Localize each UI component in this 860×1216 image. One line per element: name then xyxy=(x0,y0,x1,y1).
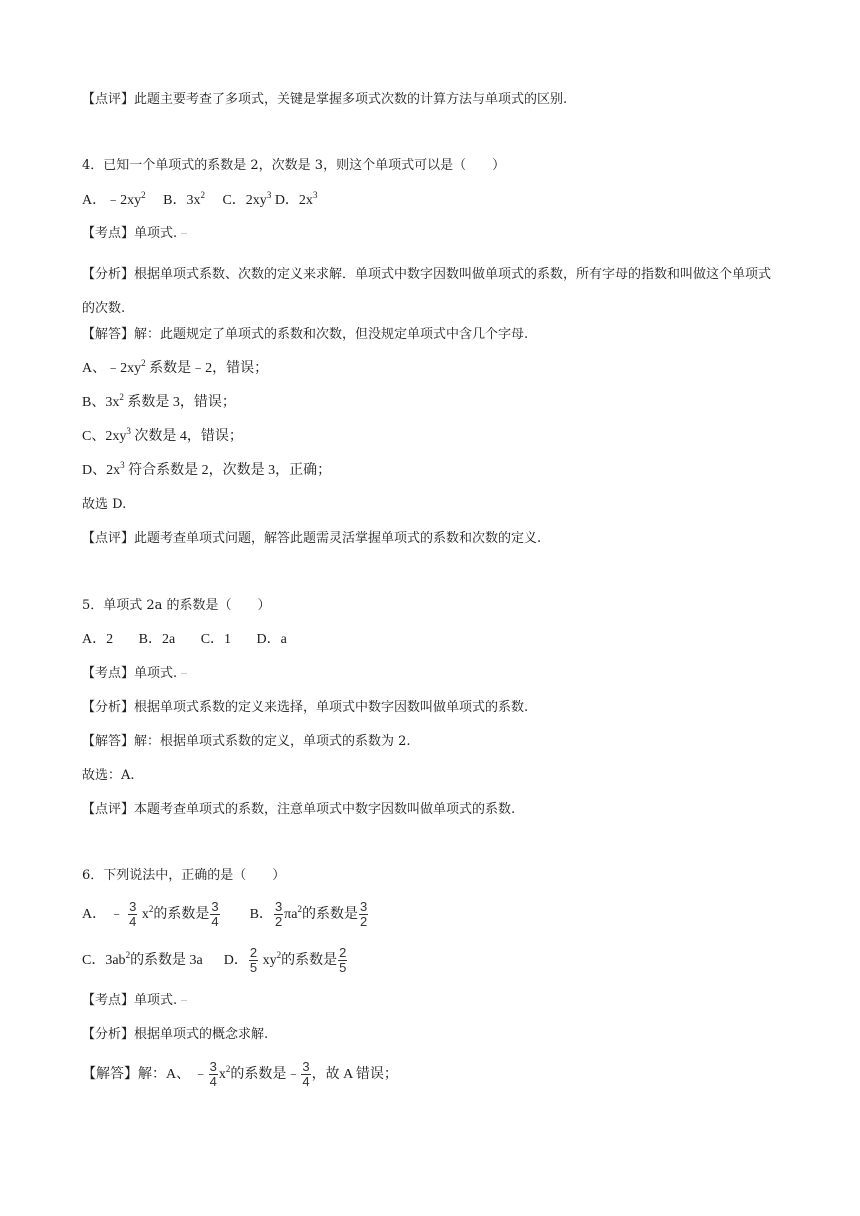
q6-options-ab xyxy=(82,900,369,930)
q4-option-a: A．$﹣2xy^2$ xyxy=(82,190,146,208)
q4-analysis: 【分析】根据单项式系数、次数的定义来求解．单项式中数字因数叫做单项式的系数，所有字母的指数和叫做这个单项式的次数. xyxy=(82,267,772,316)
q6-option-d: D． $\frac{2}{5}$ $xy^2$的系数是 $\frac{2}{5}$ xyxy=(223,945,347,976)
q6-answer: 【解答】解：A、 ﹣ $\frac{3}{4}$ $x^2$的系数是﹣ $\frac{3}{4}$ ，故 A 错误； xyxy=(82,1059,398,1090)
fraction-two-fifths: $\frac{2}{5}$ xyxy=(249,945,258,976)
q5-option-b: B．2a xyxy=(138,632,176,647)
q4-answer: 【解答】解：此题规定了单项式的系数和次数，但没规定单项式中含几个字母. xyxy=(82,327,529,342)
q6-kaodian: 【考点】单项式. xyxy=(82,991,187,1011)
q5-question: 5．单项式 2a 的系数是（ ） xyxy=(82,598,271,613)
q4-question: 4．已知一个单项式的系数是 2，次数是 3，则这个单项式可以是（ ） xyxy=(82,158,506,173)
fraction-two-fifths: $\frac{2}{5}$ xyxy=(339,945,347,976)
q4-option-b: B．$3x^2$ xyxy=(163,190,205,208)
q4-options xyxy=(82,191,317,211)
q5-option-c: C．1 xyxy=(200,632,232,647)
fraction-three-quarters: $\frac{3}{4}$ xyxy=(209,1059,217,1090)
q5-conclusion: 故选：A. xyxy=(82,768,135,783)
q3-review: 【点评】此题主要考查了多项式，关键是掌握多项式次数的计算方法与单项式的区别. xyxy=(82,92,568,107)
q5-analysis: 【分析】根据单项式系数的定义来选择，单项式中数字因数叫做单项式的系数. xyxy=(82,700,529,715)
q4-option-c: C．$2xy^3$ xyxy=(222,190,272,208)
q5-review: 【点评】本题考查单项式的系数，注意单项式中数字因数叫做单项式的系数. xyxy=(82,802,516,817)
q6-option-b: B． $\frac{3}{2}$ $\pi a^2$的系数是 $\frac{3}{2}$ xyxy=(249,899,368,930)
q6-option-a: A． ﹣ $\frac{3}{4}$ $x^2$的系数是 $\frac{3}{4}$ xyxy=(82,899,219,930)
fraction-three-quarters: $\frac{3}{4}$ xyxy=(129,899,137,930)
q4-answer-c: C、$2xy^3$ 次数是 4，错误； xyxy=(82,426,243,444)
fraction-three-quarters: $\frac{3}{4}$ xyxy=(302,1059,310,1090)
fraction-three-halves: $\frac{3}{2}$ xyxy=(274,899,283,930)
q5-kaodian: 【考点】单项式. xyxy=(82,664,187,684)
q6-option-c: C．$3ab^2$的系数是 3a xyxy=(82,950,203,968)
q6-analysis: 【分析】根据单项式的概念求解. xyxy=(82,1027,269,1042)
q4-answer-a: A、$﹣2xy^2$ 系数是﹣2，错误； xyxy=(82,358,269,376)
fraction-three-halves: $\frac{3}{2}$ xyxy=(359,899,368,930)
q4-conclusion: 故选 D. xyxy=(82,497,127,512)
q4-kaodian: 【考点】单项式. xyxy=(82,224,187,244)
q4-answer-d: D、$2x^3$ 符合系数是 2，次数是 3，正确； xyxy=(82,460,332,478)
q5-options xyxy=(82,630,287,650)
q4-option-d: D．$2x^3$ xyxy=(274,190,318,208)
q5-option-a: A．2 xyxy=(82,632,114,647)
q5-option-d: D．a xyxy=(256,632,287,647)
q4-review: 【点评】此题考查单项式问题，解答此题需灵活掌握单项式的系数和次数的定义. xyxy=(82,531,542,546)
fraction-three-quarters: $\frac{3}{4}$ xyxy=(211,899,219,930)
q6-question: 6．下列说法中，正确的是（ ） xyxy=(82,868,286,883)
q5-answer: 【解答】解：根据单项式系数的定义，单项式的系数为 2. xyxy=(82,734,411,749)
q4-answer-b: B、$3x^2$ 系数是 3，错误； xyxy=(82,392,236,410)
q6-options-cd xyxy=(82,946,348,976)
